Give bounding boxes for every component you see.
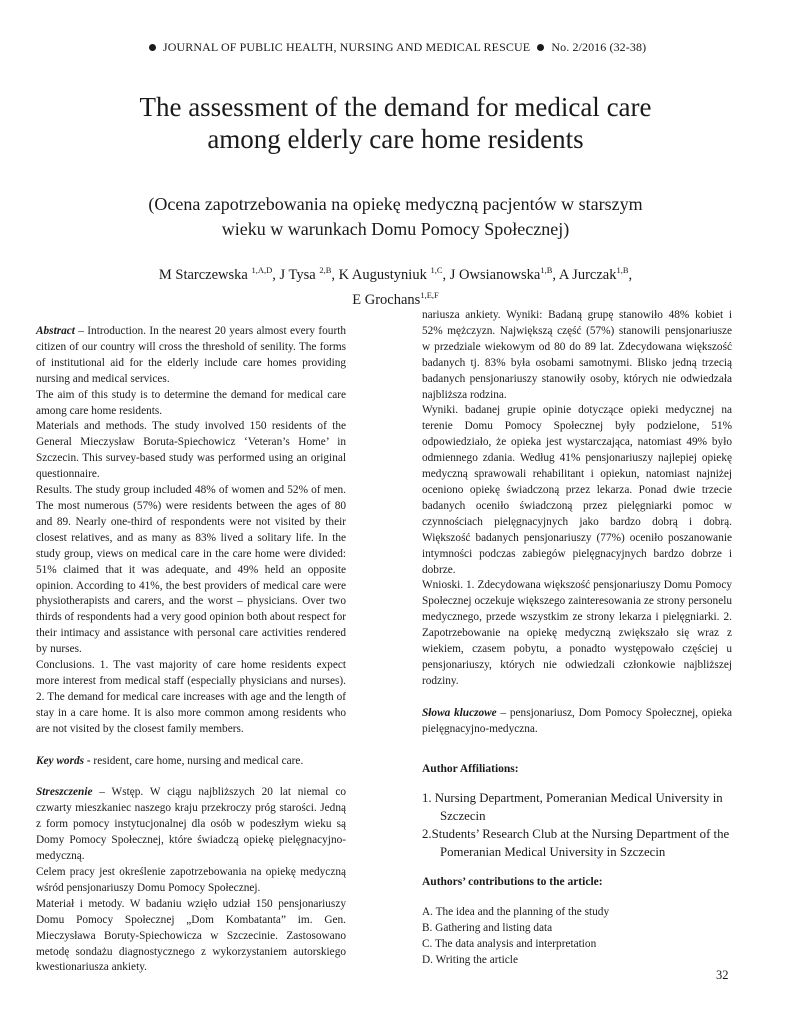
abstract-intro: Abstract – Introduction. In the nearest 20 years almost every fourth citizen of our country will cross the threshold of senility. The forms of institutional aid for the elderly include care homes providing nursing and medical services. — [36, 325, 346, 385]
title-line-1: The assessment of the demand for medical care — [139, 92, 652, 122]
author-list — [80, 260, 711, 310]
contribution-item: A. The idea and the planning of the study — [422, 906, 610, 919]
contribution-item: C. The data analysis and interpretation — [422, 938, 597, 951]
abstract-aim: The aim of this study is to determine the demand for medical care among care home residents. — [36, 388, 346, 417]
bullet-icon — [537, 44, 544, 51]
article-subtitle — [80, 192, 711, 242]
streszczenie-aim: Celem pracy jest określenie zapotrzebowania na opiekę medyczną wśród pensjonariuszy Domu Pomocy Społecznej. — [36, 866, 346, 894]
author: J Owsianowska$^{1,B}$, — [449, 265, 559, 283]
subtitle-line-1: (Ocena zapotrzebowania na opiekę medyczną pacjentów w starszym — [148, 194, 643, 214]
affiliation-item: 2.Students’ Research Club at the Nursing Department of the Pomeranian Medical University in Szczecin — [422, 827, 730, 860]
contributions-list — [422, 905, 732, 969]
abstract-results: Results. The study group included 48% of women and 52% of men. The most numerous (57%) were residents between the ages of 80 and 89. Nearly one-third of respondents were not visited by their closest relatives, and as many as 83% lived a solitary life. In the study group, views on medical care in the care home were divided: 51% claimed that it was adequate, and 49% held an opposite opinion. According to 41%, the best providers of medical care were physiotherapists and carers, and the worst – physicians. Over two thirds of respondents had a very good opinion both about respect for their intimacy and assistance with personal care activities rendered by nurses. — [36, 484, 346, 656]
contributions-title: Authors’ contributions to the article: — [422, 876, 603, 889]
affiliation-item: 1. Nursing Department, Pomeranian Medical University in Szczecin — [422, 791, 723, 824]
streszczenie-results: Wyniki. badanej grupie opinie dotyczące opieki medycznej na terenie Domu Pomocy Społecznej były podzielone, 51% odpowiedziało, że opieka jest wystarczająca, natomiast 49% było odmiennego zdania. Według 41% pensjonariuszy najlepiej opiekę medyczną sprawowali rehabilitant i opiekun, natomiast najniżej oceniono opiekę świadczoną przez lekarza. Ponad dwie trzecie badanych oceniło świadczoną przez pielęgniarki pomoc w czynnościach pielęgnacyjnych jako bardzo dobrą i dobrą. Większość badanych pensjonariuszy (77%) oceniło poszanowanie intymności podczas zabiegów pielęgnacyjnych bardzo dobrze i dobrze. — [422, 404, 732, 576]
abstract-conclusions: Conclusions. 1. The vast majority of care home residents expect more interest from medical staff (especially physicians and nurses). 2. The demand for medical care increases with age and the length of stay in a care home. It is also more common among residents who are not visited by the closest family members. — [36, 659, 346, 735]
journal-name: JOURNAL OF PUBLIC HEALTH, NURSING AND MEDICAL RESCUE — [162, 40, 531, 54]
streszczenie-intro: Streszczenie – Wstęp. W ciągu najbliższych 20 lat niemal co czwarty mieszkaniec naszego kraju przekroczy próg starości. Jedną z form pomocy instytucjonalnej dla osób w podeszłym wieku są Domy Pomocy Społecznej, które świadczą opiekę pielęgnacyjno-medyczną. — [36, 786, 346, 863]
bullet-icon — [149, 44, 156, 51]
article-title — [40, 91, 751, 155]
streszczenie-conclusions: Wnioski. 1. Zdecydowana większość pensjonariuszy Domu Pomocy Społecznej oczekuje większego zainteresowania ze strony personelu medycznego, przede wszystkim ze strony lekarza i pielęgniarki. 2. Zapotrzebowanie na opiekę medyczną zwiększało się wraz z wiekiem, czasem pobytu, a ponadto występowało częściej u pensjonariuszy, których nie odwiedzali członkowie najbliższej rodziny. — [422, 579, 732, 687]
right-column — [422, 308, 732, 969]
streszczenie-methods: Materiał i metody. W badaniu wzięło udział 150 pensjonariuszy Domu Pomocy Społecznej „Dom Kombatanta” im. Gen. Mieczysława Boruty-Spiechowicza w Szczecinie. Zastosowano metodę sondażu diagnostycznego z wykorzystaniem autorskiego kwestionariusza ankiety. — [36, 897, 346, 974]
journal-header — [0, 40, 791, 55]
author: M Starczewska $^{1,A,D}$, — [158, 265, 280, 283]
subtitle-line-2: wieku w warunkach Domu Pomocy Społecznej) — [221, 219, 570, 239]
left-column — [36, 324, 346, 976]
author: A Jurczak$^{1,B}$, — [558, 265, 633, 283]
page-number: 32 — [716, 968, 729, 982]
contribution-item: D. Writing the article — [422, 954, 518, 967]
keywords-pl: Słowa kluczowe – pensjonariusz, Dom Pomocy Społecznej, opieka pielęgnacyjno-medyczna. — [422, 706, 732, 735]
affiliations-title: Author Affiliations: — [422, 762, 519, 775]
streszczenie-methods-cont: nariusza ankiety. Wyniki: Badaną grupę stanowiło 48% kobiet i 52% mężczyzn. Największą część (57%) stanowili pensjonariusze w przedziale wiekowym od 80 do 89 lat. Zdecydowana większość badanych tj. 83% była osobami samotnymi. Blisko jedną trzecią badanych pensjonariuszy stanowiły osoby, których nie odwiedzała najbliższa rodzina. — [422, 309, 732, 401]
contribution-item: B. Gathering and listing data — [422, 922, 553, 935]
author: J Tysa $^{2,B}$, — [279, 265, 339, 283]
author: K Augustyniuk $^{1,C}$, — [338, 265, 450, 283]
keywords: Key words - resident, care home, nursing and medical care. — [36, 754, 304, 767]
abstract-methods: Materials and methods. The study involved 150 residents of the General Mieczysław Boruta-Spiechowicz ‘Veteran’s Home’ in Szczecin. This survey-based study was performed using an original questionnaire. — [36, 420, 346, 481]
journal-issue: No. 2/2016 (32-38) — [551, 40, 647, 54]
author: E Grochans$^{1,E,F}$ — [352, 290, 439, 308]
affiliations-list — [422, 789, 732, 861]
title-line-2: among elderly care home residents — [207, 124, 584, 154]
